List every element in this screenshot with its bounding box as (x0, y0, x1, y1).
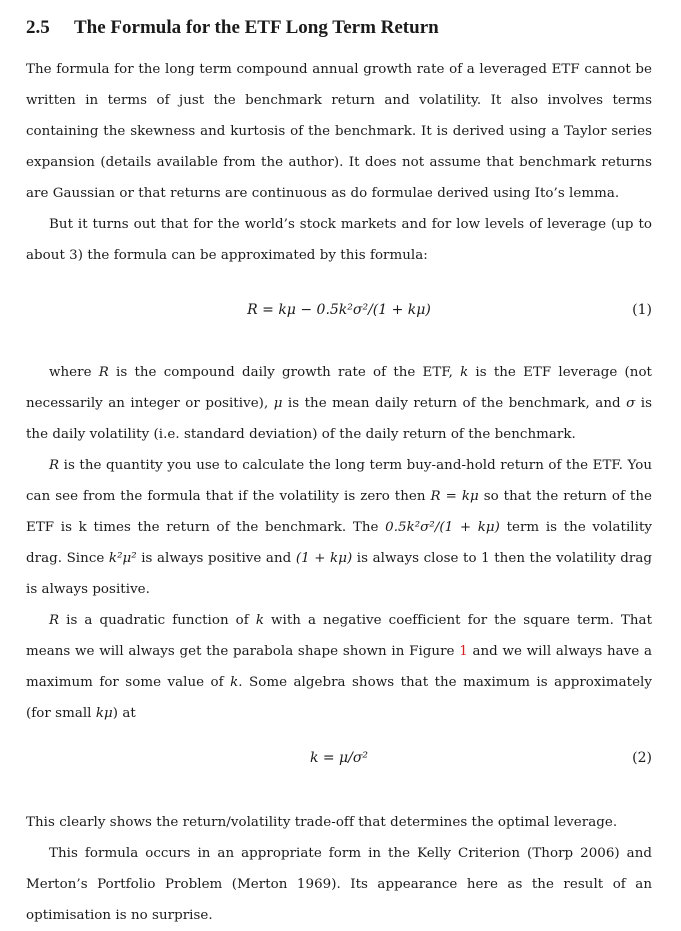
text-segment: term is the volatility drag. Since (26, 520, 653, 566)
text-segment: is always positive and (136, 551, 296, 566)
math-var-R: R (98, 365, 109, 380)
text-segment: where (49, 365, 99, 380)
paragraph-intro: The formula for the long term compound annual growth rate of a leveraged ETF cannot be written in terms of just the benchmark return and volatility. It also involves terms containing the skewness and kurtosis of the benchmark. It is derived using a Taylor series expansion (details available from the author). It does not assume that benchmark returns are Gaussian or that returns are continuous as do formulae derived using Ito’s lemma. (26, 62, 652, 201)
math-var-mu: μ (273, 396, 283, 411)
equation-2 (26, 739, 652, 795)
text-segment: is the daily volatility (i.e. standard deviation) of the daily return of the benchmark. (26, 396, 652, 442)
paragraph-tradeoff: This clearly shows the return/volatility trade-off that determines the optimal leverage. (26, 815, 618, 830)
text-segment: with a negative coefficient for the square term. That means we will always get the parabola shape shown in Figure (26, 613, 653, 659)
text-segment: so that the return of the ETF is k times the return of the benchmark. The (26, 489, 652, 535)
text-segment: is the mean daily return of the benchmark, and (282, 396, 627, 411)
inline-math: R = kμ (430, 489, 479, 504)
math-var-sigma: σ (626, 396, 636, 411)
text-segment: is the quantity you use to calculate the long term buy-and-hold return of the ETF. You can see from the formula that if the volatility is zero then (26, 458, 652, 504)
text-segment: . Some algebra shows that the maximum is approximately (for small (26, 675, 652, 721)
text-segment: and we will always have a maximum for some value of (26, 644, 652, 690)
math-var-k: k (255, 613, 264, 628)
equation-1-number: (1) (632, 302, 652, 318)
paper-page (26, 14, 652, 931)
text-segment: is a quadratic function of (59, 613, 256, 628)
text-segment: ) at (112, 706, 136, 721)
paragraph-definitions (26, 357, 652, 450)
equation-1-body: R = kμ − 0.5k²σ²/(1 + kμ) (247, 302, 431, 318)
equation-2-number: (2) (632, 750, 652, 766)
figure-reference-link[interactable]: 1 (459, 644, 468, 659)
text-segment: is the compound daily growth rate of the ETF, (108, 365, 461, 380)
math-var-R: R (49, 458, 60, 473)
math-var-k: k (460, 365, 469, 380)
section-heading (26, 14, 652, 42)
text-segment: is always close to 1 then the volatility drag is always positive. (26, 551, 653, 597)
paragraph-kelly: This formula occurs in an appropriate form in the Kelly Criterion (Thorp 2006) and Merton’s Portfolio Problem (Merton 1969). Its appearance here as the result of an optimisation is no surprise. (26, 846, 652, 923)
section-number: 2.5 (26, 17, 50, 38)
paragraph-volatility-drag (26, 450, 652, 605)
inline-math: kμ (95, 706, 113, 721)
paragraph-approximation: But it turns out that for the world’s stock markets and for low levels of leverage (up to about 3) the formula can be approximated by this formula: (26, 217, 652, 263)
inline-math: k²μ² (108, 551, 137, 566)
math-var-k: k (230, 675, 239, 690)
equation-1 (26, 285, 652, 347)
section-title: The Formula for the ETF Long Term Return (74, 17, 439, 38)
text-segment: is the ETF leverage (not necessarily an integer or positive), (26, 365, 652, 411)
math-var-R: R (49, 613, 60, 628)
equation-2-body: k = μ/σ² (309, 750, 369, 766)
paragraph-quadratic (26, 605, 652, 729)
inline-math: (1 + kμ) (295, 551, 353, 566)
inline-math: 0.5k²σ²/(1 + kμ) (385, 520, 500, 535)
